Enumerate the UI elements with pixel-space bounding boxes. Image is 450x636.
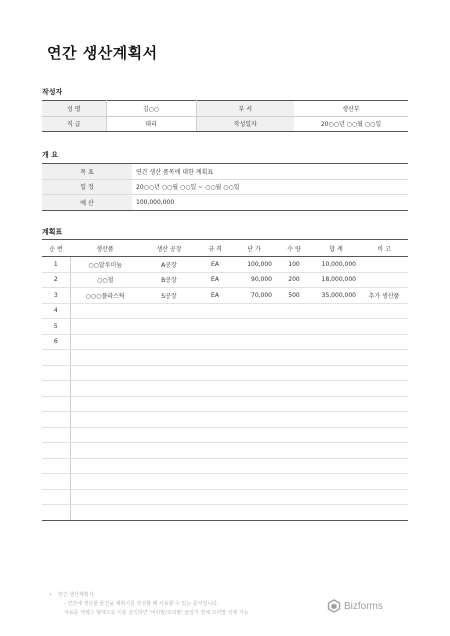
cell-total[interactable]	[312, 365, 360, 381]
table-row	[42, 381, 408, 397]
cell-price[interactable]	[232, 489, 276, 505]
cell-price[interactable]	[232, 381, 276, 397]
writer-label: 작성일자	[196, 116, 294, 132]
table-row	[42, 505, 408, 521]
footer-line: - 연간에 생산할 물건을 계획서를 작성할 때 사용할 수 있는 문서입니다.	[64, 601, 219, 607]
cell-spec[interactable]	[198, 334, 232, 350]
table-row	[42, 350, 408, 366]
cell-product[interactable]	[70, 334, 140, 350]
cell-note[interactable]	[360, 350, 408, 366]
cell-factory[interactable]	[140, 303, 198, 319]
cell-spec[interactable]	[198, 365, 232, 381]
cell-factory[interactable]: S공장	[140, 288, 198, 304]
cell-price[interactable]	[232, 365, 276, 381]
cell-note[interactable]	[360, 474, 408, 490]
cell-spec[interactable]: EA	[198, 272, 232, 288]
cell-product[interactable]: ○○철	[70, 272, 140, 288]
cell-no	[42, 489, 70, 505]
table-row	[42, 334, 408, 350]
cell-no: 5	[42, 319, 70, 335]
col-header-product: 생산품	[70, 240, 140, 257]
cell-total[interactable]	[312, 443, 360, 459]
cell-note[interactable]	[360, 272, 408, 288]
cell-spec[interactable]	[198, 458, 232, 474]
cell-product[interactable]	[70, 489, 140, 505]
overview-value[interactable]: 100,000,000	[132, 195, 408, 211]
cell-price[interactable]: 90,000	[232, 272, 276, 288]
cell-total[interactable]	[312, 489, 360, 505]
writer-label: 직 급	[42, 116, 106, 132]
cell-price[interactable]	[232, 412, 276, 428]
overview-section-label: 개 요	[42, 151, 58, 159]
cell-factory[interactable]	[140, 334, 198, 350]
cell-qty[interactable]	[276, 474, 312, 490]
overview-table	[42, 163, 408, 211]
cell-qty[interactable]	[276, 381, 312, 397]
cell-product[interactable]	[70, 458, 140, 474]
col-header-qty: 수 량	[276, 240, 312, 257]
cell-no: 2	[42, 272, 70, 288]
cell-qty[interactable]	[276, 350, 312, 366]
cell-price[interactable]	[232, 350, 276, 366]
cell-no	[42, 381, 70, 397]
cell-product[interactable]	[70, 443, 140, 459]
cell-no	[42, 412, 70, 428]
page-title: 연간 생산계획서	[47, 44, 158, 62]
cell-factory[interactable]	[140, 505, 198, 521]
writer-row	[42, 101, 408, 117]
cell-qty[interactable]: 100	[276, 257, 312, 273]
col-header-price: 단 가	[232, 240, 276, 257]
col-header-spec: 규 격	[198, 240, 232, 257]
cell-total[interactable]	[312, 319, 360, 335]
cell-spec[interactable]	[198, 489, 232, 505]
cell-qty[interactable]	[276, 319, 312, 335]
table-row	[42, 474, 408, 490]
cell-no	[42, 396, 70, 412]
cell-total[interactable]	[312, 303, 360, 319]
cell-no: 6	[42, 334, 70, 350]
cell-qty[interactable]	[276, 458, 312, 474]
cell-price[interactable]	[232, 303, 276, 319]
col-header-note: 비 고	[360, 240, 408, 257]
cell-product[interactable]	[70, 303, 140, 319]
cell-factory[interactable]	[140, 319, 198, 335]
overview-value[interactable]: 20○○년 ○○월 ○○일 ~ ○○월 ○○일	[132, 179, 408, 195]
cell-no	[42, 458, 70, 474]
cell-factory[interactable]: B공장	[140, 272, 198, 288]
cell-total[interactable]	[312, 458, 360, 474]
cell-spec[interactable]: EA	[198, 257, 232, 273]
cell-product[interactable]	[70, 505, 140, 521]
cell-total[interactable]	[312, 334, 360, 350]
cell-qty[interactable]	[276, 303, 312, 319]
overview-value[interactable]: 연간 생산 품목에 대한 계획표	[132, 164, 408, 180]
footer-notes	[49, 591, 249, 618]
footer-bullet: •	[49, 592, 52, 598]
cell-no	[42, 350, 70, 366]
cell-product[interactable]	[70, 365, 140, 381]
cell-qty[interactable]	[276, 427, 312, 443]
cell-note[interactable]	[360, 443, 408, 459]
cell-qty[interactable]: 200	[276, 272, 312, 288]
cell-product[interactable]	[70, 350, 140, 366]
overview-label: 예 산	[42, 195, 132, 211]
footer-line: 자료를 엑셀스 형태으로 이를 클릭하면 '머리말/꼬리말' 삽입기 전체 꼬리말 삭제 가능	[64, 610, 249, 616]
cell-qty[interactable]	[276, 443, 312, 459]
cell-spec[interactable]	[198, 319, 232, 335]
cell-note[interactable]	[360, 381, 408, 397]
cell-spec[interactable]	[198, 350, 232, 366]
cell-total[interactable]	[312, 381, 360, 397]
cell-factory[interactable]	[140, 396, 198, 412]
cell-qty[interactable]	[276, 489, 312, 505]
table-row	[42, 257, 408, 273]
table-row	[42, 458, 408, 474]
cell-price[interactable]: 100,000	[232, 257, 276, 273]
cell-spec[interactable]	[198, 443, 232, 459]
footer-title: 연간 생산계획서	[58, 592, 94, 598]
brand-name: Bizforms	[344, 600, 383, 612]
cell-price[interactable]	[232, 458, 276, 474]
cell-note[interactable]	[360, 505, 408, 521]
col-header-no: 순 번	[42, 240, 70, 257]
cell-factory[interactable]	[140, 443, 198, 459]
cell-price[interactable]	[232, 474, 276, 490]
cell-total[interactable]	[312, 396, 360, 412]
overview-row	[42, 164, 408, 180]
writer-value[interactable]: 20○○년 ○○월 ○○일	[294, 116, 408, 132]
cell-price[interactable]	[232, 319, 276, 335]
cell-total[interactable]	[312, 474, 360, 490]
table-row	[42, 365, 408, 381]
cell-factory[interactable]: A공장	[140, 257, 198, 273]
cell-spec[interactable]: EA	[198, 288, 232, 304]
cell-no: 1	[42, 257, 70, 273]
cell-product[interactable]	[70, 396, 140, 412]
cell-product[interactable]	[70, 412, 140, 428]
writer-label: 부 서	[196, 101, 294, 117]
cell-qty[interactable]	[276, 365, 312, 381]
cell-note[interactable]	[360, 396, 408, 412]
table-row	[42, 396, 408, 412]
cell-product[interactable]: ○○○플라스틱	[70, 288, 140, 304]
plan-body	[42, 257, 408, 521]
cell-no	[42, 443, 70, 459]
writer-row	[42, 116, 408, 132]
cell-factory[interactable]	[140, 489, 198, 505]
table-row	[42, 427, 408, 443]
col-header-total: 합 계	[312, 240, 360, 257]
cell-price[interactable]	[232, 334, 276, 350]
table-row	[42, 443, 408, 459]
cell-note[interactable]	[360, 303, 408, 319]
table-row	[42, 272, 408, 288]
table-row	[42, 303, 408, 319]
cell-note[interactable]	[360, 319, 408, 335]
plan-section-label: 계획표	[42, 228, 63, 236]
table-row	[42, 412, 408, 428]
cell-total[interactable]	[312, 412, 360, 428]
cell-product[interactable]	[70, 381, 140, 397]
col-header-factory: 생산 공장	[140, 240, 198, 257]
table-row	[42, 319, 408, 335]
cell-spec[interactable]	[198, 303, 232, 319]
cell-factory[interactable]	[140, 381, 198, 397]
cell-total[interactable]	[312, 350, 360, 366]
writer-value[interactable]: 김○○	[106, 101, 196, 117]
cell-price[interactable]	[232, 396, 276, 412]
cell-note[interactable]	[360, 257, 408, 273]
cell-no	[42, 365, 70, 381]
cell-product[interactable]: ○○알루미늄	[70, 257, 140, 273]
cell-product[interactable]	[70, 427, 140, 443]
cell-factory[interactable]	[140, 474, 198, 490]
cell-price[interactable]	[232, 427, 276, 443]
cell-spec[interactable]	[198, 474, 232, 490]
cell-factory[interactable]	[140, 427, 198, 443]
writer-section-label: 작성자	[42, 88, 63, 96]
plan-header-row	[42, 240, 408, 257]
table-row	[42, 288, 408, 304]
cell-factory[interactable]	[140, 350, 198, 366]
overview-label: 목 표	[42, 164, 132, 180]
cell-no	[42, 505, 70, 521]
cell-product[interactable]	[70, 474, 140, 490]
cell-spec[interactable]	[198, 381, 232, 397]
cell-total[interactable]	[312, 427, 360, 443]
cell-total[interactable]: 35,000,000	[312, 288, 360, 304]
cell-no: 4	[42, 303, 70, 319]
overview-label: 일 정	[42, 179, 132, 195]
writer-table	[42, 100, 408, 132]
bizforms-logo-icon	[327, 599, 341, 613]
cell-qty[interactable]	[276, 334, 312, 350]
cell-no	[42, 427, 70, 443]
cell-note[interactable]	[360, 489, 408, 505]
cell-factory[interactable]	[140, 412, 198, 428]
cell-price[interactable]	[232, 505, 276, 521]
cell-price[interactable]	[232, 443, 276, 459]
cell-price[interactable]: 70,000	[232, 288, 276, 304]
cell-product[interactable]	[70, 319, 140, 335]
cell-note[interactable]	[360, 458, 408, 474]
cell-total[interactable]: 10,000,000	[312, 257, 360, 273]
cell-note[interactable]	[360, 334, 408, 350]
cell-total[interactable]: 18,000,000	[312, 272, 360, 288]
overview-row	[42, 179, 408, 195]
brand-logo	[327, 599, 383, 613]
writer-label: 성 명	[42, 101, 106, 117]
cell-qty[interactable]	[276, 412, 312, 428]
cell-qty[interactable]	[276, 396, 312, 412]
cell-spec[interactable]	[198, 412, 232, 428]
writer-value[interactable]: 대리	[106, 116, 196, 132]
plan-table	[42, 239, 408, 521]
cell-spec[interactable]	[198, 427, 232, 443]
cell-note[interactable]	[360, 365, 408, 381]
cell-note[interactable]	[360, 412, 408, 428]
table-row	[42, 489, 408, 505]
cell-spec[interactable]	[198, 396, 232, 412]
cell-no	[42, 474, 70, 490]
cell-total[interactable]	[312, 505, 360, 521]
cell-factory[interactable]	[140, 458, 198, 474]
cell-spec[interactable]	[198, 505, 232, 521]
cell-qty[interactable]	[276, 505, 312, 521]
cell-factory[interactable]	[140, 365, 198, 381]
cell-note[interactable]: 추가 생산품	[360, 288, 408, 304]
cell-qty[interactable]: 500	[276, 288, 312, 304]
overview-row	[42, 195, 408, 211]
cell-note[interactable]	[360, 427, 408, 443]
writer-value[interactable]: 생산부	[294, 101, 408, 117]
cell-no: 3	[42, 288, 70, 304]
